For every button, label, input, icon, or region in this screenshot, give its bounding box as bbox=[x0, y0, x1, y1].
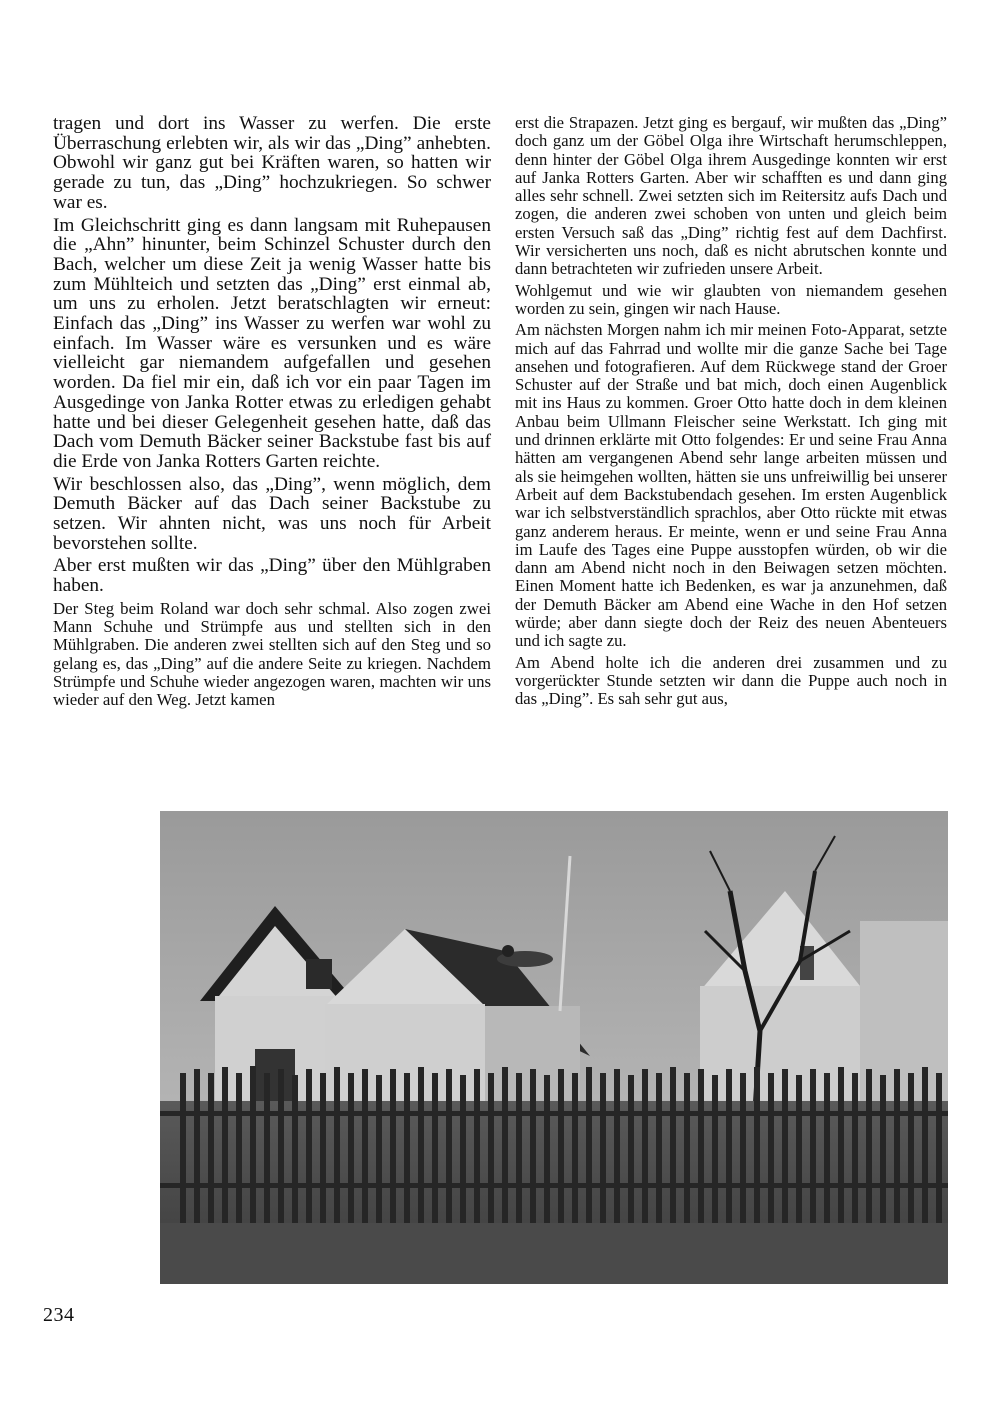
paragraph: Am nächsten Morgen nahm ich mir meinen Foto-Apparat, setzte mich auf das Fahrrad und wollte mir die ganze Sache bei Tage ansehen und fotografieren. Auf dem Rückwege stand der Groer Schuster auf der Straße und bat mich, doch einen Augenblick mit ins Haus zu kommen. Groer Otto hatte doch in dem kleinen Anbau beim Ullmann Fleischer seine Werkstatt. Ich ging mit und drinnen erklärte mit Otto folgendes: Er und seine Frau Anna hätten am vergangenen Abend sehr lange arbeiten müssen und als sie heimgehen wollten, hätten sie uns unfreiwillig bei unserer Arbeit auf dem Backstubendach gesehen. Im ersten Augenblick war ich selbstverständlich sprachlos, aber Otto rückte mit etwas ganz anderem heraus. Er meinte, wenn er und seine Frau Anna im Laufe des Tages eine Puppe ausstopfen würden, ob wir die dann am Abend nicht noch in den Beiwagen setzen möchten. Einen Moment hatte ich Bedenken, es war ja anzunehmen, daß der Demuth Bäcker am Abend eine Wache in den Hof setzen würde; aber dann siegte doch der Reiz des neuen Abenteuers und ich sagte zu. bbox=[515, 320, 947, 651]
paragraph: erst die Strapazen. Jetzt ging es bergauf, wir mußten das „Ding” doch ganz um der Göbel Olga ihre Wirtschaft herumschleppen, denn hinter der Göbel Olga ihrem Ausgedinge konnten wir erst auf Janka Rotters Garten. Aber wir schafften es und dann ging alles sehr schnell. Zwei setzten sich im Reitersitz aufs Dach und zogen, die anderen zwei schoben von unten und gleich beim ersten Versuch saß das „Ding” richtig fest auf dem Dachfirst. Wir versicherten uns noch, daß es nicht abrutschen konnte und dann betrachteten wir zufrieden unsere Arbeit. bbox=[515, 113, 947, 279]
paragraph: Am Abend holte ich die anderen drei zusammen und zu vorgerückter Stunde setzten wir dann die Puppe auch noch in das „Ding”. Es sah sehr gut aus, bbox=[515, 652, 947, 709]
paragraph: Im Gleichschritt ging es dann langsam mit Ruhepausen die „Ahn” hinunter, beim Schinzel Schuster durch den Bach, welcher um diese Zeit ja wenig Wasser hatte bis zum Mühlteich und setzten das „Ding” erst einmal ab, um uns zu erholen. Jetzt beratschlagten wir erneut: Einfach das „Ding” ins Wasser zu werfen war wohl zu einfach. Im Wasser wäre es versunken und es wäre vielleicht gar niemandem aufgefallen und gesehen worden. Da fiel mir ein, daß ich vor ein paar Tagen im Ausgedinge von Janka Rotter etwas zu erledigen gehabt hatte und bei dieser Gelegenheit gesehen hatte, daß das Dach vom Demuth Bäcker seiner Backstube fast bis auf die Erde von Janka Rotters Garten reichte. bbox=[53, 214, 491, 472]
left-text-column bbox=[53, 114, 491, 713]
paragraph: tragen und dort ins Wasser zu werfen. Die erste Überraschung erlebten wir, als wir das „Ding” anhebten. Obwohl wir ganz gut bei Kräften waren, so hatten wir gerade zu tun, das „Ding” hochzukriegen. So schwer war es. bbox=[53, 113, 491, 213]
village-photo bbox=[160, 811, 948, 1284]
paragraph: Der Steg beim Roland war doch sehr schmal. Also zogen zwei Mann Schuhe und Strümpfe aus und stellten sich in den Mühlgraben. Die anderen zwei stellten sich auf den Steg und so gelang es, das „Ding” auf die andere Seite zu kriegen. Nachdem Strümpfe und Schuhe wieder angezogen waren, machten wir uns wieder auf den Weg. Jetzt kamen bbox=[53, 598, 491, 710]
page-number: 234 bbox=[43, 1304, 75, 1326]
right-text-column bbox=[515, 114, 947, 712]
paragraph: Wir beschlossen also, das „Ding”, wenn möglich, dem Demuth Bäcker auf das Dach seiner Backstube zu setzen. Wir ahnten nicht, was uns noch für Arbeit bevorstehen sollte. bbox=[53, 473, 491, 554]
paragraph: Wohlgemut und wie wir glaubten von niemandem gesehen worden zu sein, gingen wir nach Hause. bbox=[515, 280, 947, 318]
paragraph: Aber erst mußten wir das „Ding” über den Mühlgraben haben. bbox=[53, 555, 491, 597]
